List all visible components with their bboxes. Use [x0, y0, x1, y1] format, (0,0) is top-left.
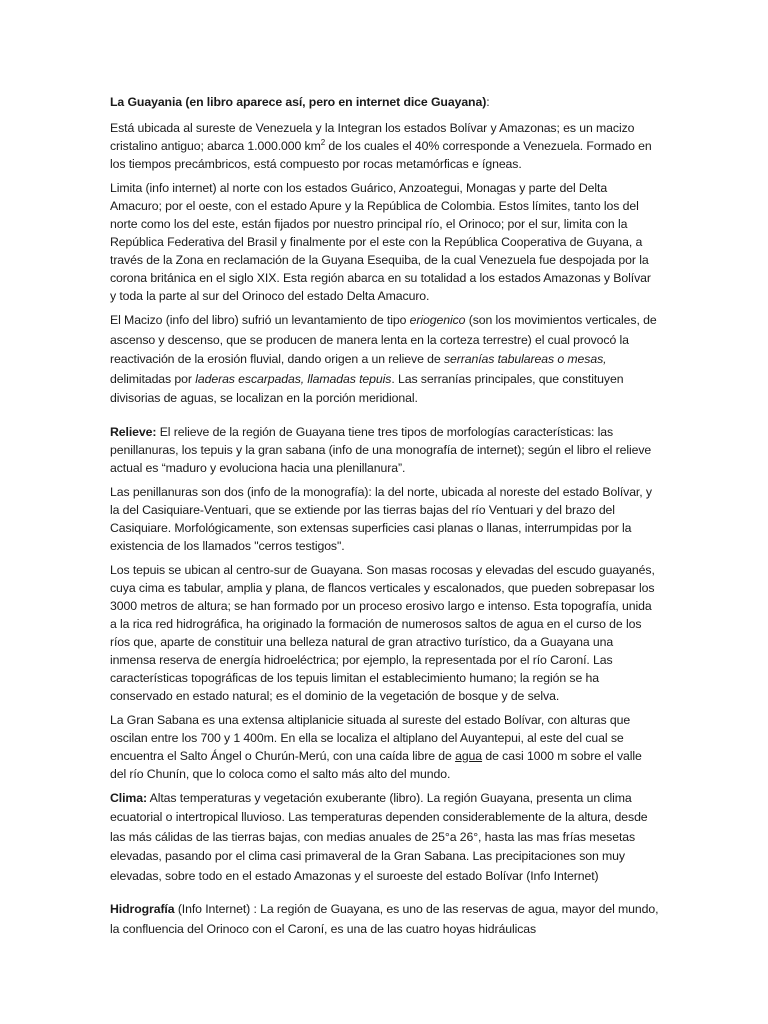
section-heading-relieve: Relieve:	[110, 424, 157, 439]
paragraph-text: delimitadas por	[110, 371, 196, 386]
paragraph-clima	[110, 789, 660, 887]
paragraph-text: de los cuales el 40% corresponde a Venezuela. Formado en los tiempos precámbricos, está compuesto por rocas metamórficas e ígneas.	[110, 139, 652, 171]
paragraph-text: de casi 1000 m sobre el valle del río Chunín, que lo coloca como el salto más alto del mundo.	[110, 748, 642, 781]
superscript: 2	[320, 137, 326, 147]
paragraph-text: El relieve de la región de Guayana tiene tres tipos de morfologías características: las penillanuras, los tepuis y la gran sabana (info de una monografía de internet); según el libro el relieve actual es “maduro y evoluciona hacia una plenillanura”.	[110, 424, 652, 475]
paragraph-ubicacion	[110, 119, 660, 173]
title-suffix: :	[486, 95, 490, 109]
paragraph-text: Altas temperaturas y vegetación exuberante (libro). La región Guayana, presenta un clima ecuatorial o intertropical lluvioso. Las temperaturas dependen considerablemente de la altura, desde las más cálidas de las tierras bajas, con medias anuales de 25°a 26°, hasta las mas frías mesetas elevadas, pasando por el clima casi primaveral de la Gran Sabana. Las precipitaciones son muy elevadas, sobre todo en el estado Amazonas y el suroeste del estado Bolívar (Info Internet)	[110, 790, 648, 883]
underlined-word: agua	[455, 748, 483, 763]
section-heading-hidrografia: Hidrografía	[110, 902, 175, 916]
paragraph-text: (son los movimientos verticales, de ascenso y descenso, que se producen de manera lenta en la corteza terrestre) el cual provocó la reactivación de la erosión fluvial, dando origen a un relieve de	[110, 313, 657, 366]
document-body	[110, 93, 660, 945]
paragraph-text: (Info Internet) : La región de Guayana, es uno de las reservas de agua, mayor del mundo, la confluencia del Orinoco con el Caroní, es una de las cuatro hoyas hidráulicas	[110, 902, 659, 936]
paragraph-penillanuras: Las penillanuras son dos (info de la monografía): la del norte, ubicada al noreste del estado Bolívar, y la del Casiquiare-Ventuari, que se extiende por las tierras bajas del río Ventuari y del brazo del Casiquiare. Morfológicamente, son extensas superficies casi planas o llanas, interrumpidas por la existencia de los llamados "cerros testigos".	[110, 484, 652, 553]
paragraph-relieve	[110, 423, 660, 477]
italic-term: laderas escarpadas, llamadas tepuis	[195, 371, 392, 386]
italic-term: eriogenico	[409, 313, 466, 327]
paragraph-hidrografia	[110, 900, 660, 939]
document-title	[110, 93, 660, 111]
paragraph-text: La Gran Sabana es una extensa altiplanicie situada al sureste del estado Bolívar, con alturas que oscilan entre los 700 y 1 400m. En ella se localiza el altiplano del Auyantepui, al este del cual se encuentra el Salto Ángel o Churún-Merú, con una caída libre de	[110, 712, 631, 763]
paragraph-gran-sabana	[110, 711, 660, 783]
title-text: La Guayania (en libro aparece así, pero en internet dice Guayana)	[110, 95, 487, 109]
paragraph-limites: Limita (info internet) al norte con los estados Guárico, Anzoategui, Monagas y parte del Delta Amacuro; por el oeste, con el estado Apure y la República de Colombia. Estos límites, tanto los del norte como los del este, están fijados por nuestro principal río, el Orinoco; por el sur, limita con la República Federativa del Brasil y finalmente por el este con la República Cooperativa de Guyana, a través de la Zona en reclamación de la Guyana Esequiba, de la cual Venezuela fue despojada por la corona británica en el siglo XIX. Esta región abarca en su totalidad a los estados Amazonas y Bolívar y toda la parte al sur del Orinoco del estado Delta Amacuro.	[110, 181, 651, 303]
section-heading-clima: Clima:	[110, 790, 147, 805]
paragraph-tepuis: Los tepuis se ubican al centro-sur de Guayana. Son masas rocosas y elevadas del escudo guayanés, cuya cima es tabular, amplia y plana, de flancos verticales y escalonados, que pueden sobrepasar los 3000 metros de altura; se han formado por un proceso erosivo largo e intenso. Esta topografía, unida a la rica red hidrográfica, ha originado la formación de numerosos saltos de agua en el curso de los ríos que, aparte de constituir una belleza natural de gran atractivo turístico, da a Guayana una inmensa reserva de energía hidroeléctrica; por ejemplo, la representada por el río Caroní. Las características topográficas de los tepuis limitan el establecimiento humano; la región se ha conservado en estado natural; es el dominio de la vegetación de bosque y de selva.	[110, 562, 655, 703]
italic-term: serranías tabulareas o mesas,	[443, 352, 607, 366]
paragraph-text: El Macizo (info del libro) sufrió un levantamiento de tipo	[110, 313, 410, 327]
paragraph-text: . Las serranías principales, que constituyen divisorias de aguas, se localizan en la porción meridional.	[110, 371, 624, 405]
paragraph-macizo	[110, 311, 660, 409]
paragraph-text: Está ubicada al sureste de Venezuela y la Integran los estados Bolívar y Amazonas; es un macizo cristalino antiguo; abarca 1.000.000 km	[110, 121, 635, 153]
